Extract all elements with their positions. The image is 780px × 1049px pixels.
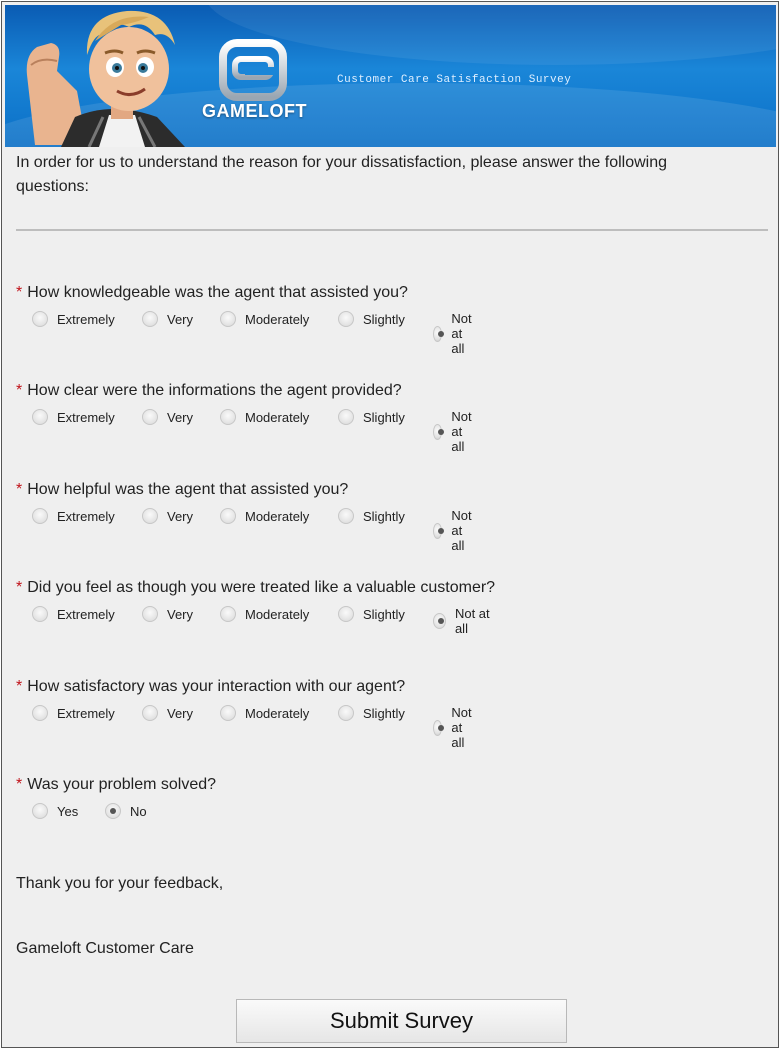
radio-button[interactable]: [142, 606, 158, 622]
option-moderately[interactable]: [220, 409, 309, 425]
question-text: How clear were the informations the agent provided?: [27, 382, 402, 399]
radio-button[interactable]: [220, 705, 236, 721]
option-label: Not at all: [451, 409, 472, 454]
option-extremely[interactable]: [32, 606, 115, 622]
option-moderately[interactable]: [220, 705, 309, 721]
radio-button[interactable]: [220, 311, 236, 327]
option-label: Extremely: [57, 606, 115, 622]
radio-button[interactable]: [338, 705, 354, 721]
required-asterisk: *: [16, 678, 23, 695]
question-label: [16, 284, 408, 302]
radio-button[interactable]: [32, 803, 48, 819]
option-extremely[interactable]: [32, 508, 115, 524]
option-slightly[interactable]: [338, 508, 405, 524]
question-knowledgeable: [16, 284, 472, 356]
radio-button[interactable]: [142, 705, 158, 721]
required-asterisk: *: [16, 382, 23, 399]
rating-options: [16, 705, 472, 750]
radio-button[interactable]: [32, 606, 48, 622]
thanks-text: Thank you for your feedback,: [16, 875, 224, 892]
option-label: Yes: [57, 803, 79, 819]
option-label: Not at all: [451, 508, 472, 553]
option-label: Moderately: [245, 409, 310, 425]
option-moderately[interactable]: [220, 311, 309, 327]
intro-text: In order for us to understand the reason for your dissatisfaction, please answer the following questions:: [16, 154, 668, 195]
radio-button[interactable]: [142, 409, 158, 425]
option-slightly[interactable]: [338, 705, 405, 721]
option-label: Slightly: [363, 705, 405, 721]
survey-page: [1, 1, 779, 1048]
question-text: How knowledgeable was the agent that assisted you?: [27, 284, 408, 301]
radio-button-selected[interactable]: [433, 613, 446, 629]
option-very[interactable]: [142, 606, 193, 622]
option-not-at-all[interactable]: [433, 409, 478, 454]
question-text: How helpful was the agent that assisted you?: [27, 481, 349, 498]
radio-button-selected[interactable]: [433, 720, 442, 736]
question-label: [16, 481, 348, 499]
option-label: Moderately: [245, 311, 310, 327]
option-moderately[interactable]: [220, 606, 309, 622]
option-moderately[interactable]: [220, 508, 309, 524]
option-label: Moderately: [245, 705, 310, 721]
option-label: Slightly: [363, 606, 405, 622]
radio-button[interactable]: [32, 409, 48, 425]
radio-button[interactable]: [142, 311, 158, 327]
radio-button[interactable]: [338, 508, 354, 524]
radio-button[interactable]: [338, 606, 354, 622]
rating-options: [16, 409, 472, 454]
radio-button[interactable]: [32, 705, 48, 721]
option-label: Very: [167, 705, 194, 721]
option-yes[interactable]: [32, 803, 78, 819]
option-label: Moderately: [245, 606, 310, 622]
header-banner: [5, 5, 776, 147]
required-asterisk: *: [16, 481, 23, 498]
radio-button[interactable]: [220, 409, 236, 425]
option-label: Not at all: [451, 705, 472, 750]
rating-options: [16, 311, 472, 356]
gameloft-logo-text: GAMELOFT: [202, 101, 307, 121]
option-label: Moderately: [245, 508, 310, 524]
option-very[interactable]: [142, 311, 193, 327]
radio-button-selected[interactable]: [433, 326, 442, 342]
radio-button-selected[interactable]: [105, 803, 121, 819]
option-extremely[interactable]: [32, 705, 115, 721]
mascot-illustration: [17, 5, 207, 147]
option-not-at-all[interactable]: [433, 311, 478, 356]
question-label: [16, 382, 402, 400]
option-label: Slightly: [363, 508, 405, 524]
divider: [16, 229, 768, 231]
option-label: No: [130, 803, 147, 819]
option-no[interactable]: [105, 803, 147, 819]
question-text: Was your problem solved?: [27, 776, 217, 793]
option-label: Extremely: [57, 508, 115, 524]
option-slightly[interactable]: [338, 311, 405, 327]
rating-options: [16, 606, 495, 636]
question-label: [16, 678, 405, 696]
option-label: Very: [167, 311, 194, 327]
option-label: Extremely: [57, 409, 115, 425]
option-label: Very: [167, 409, 194, 425]
question-text: How satisfactory was your interaction with our agent?: [27, 678, 406, 695]
radio-button[interactable]: [220, 508, 236, 524]
option-label: Extremely: [57, 311, 115, 327]
yes-no-options: [16, 803, 216, 825]
question-valuable-customer: [16, 579, 496, 636]
option-extremely[interactable]: [32, 409, 115, 425]
option-slightly[interactable]: [338, 409, 405, 425]
option-very[interactable]: [142, 705, 193, 721]
option-extremely[interactable]: [32, 311, 115, 327]
radio-button-selected[interactable]: [433, 523, 442, 539]
option-label: Not at all: [451, 311, 472, 356]
option-label: Very: [167, 508, 194, 524]
option-very[interactable]: [142, 409, 193, 425]
question-helpful: [16, 481, 472, 553]
option-slightly[interactable]: [338, 606, 405, 622]
option-label: Not at all: [454, 606, 490, 636]
gameloft-logo-icon: [201, 39, 305, 101]
question-problem-solved: [16, 776, 216, 825]
option-not-at-all[interactable]: [433, 606, 495, 636]
radio-button[interactable]: [338, 311, 354, 327]
question-label: [16, 579, 495, 597]
option-very[interactable]: [142, 508, 193, 524]
radio-button[interactable]: [142, 508, 158, 524]
survey-title: Customer Care Satisfaction Survey: [337, 74, 572, 86]
option-label: Extremely: [57, 705, 115, 721]
radio-button[interactable]: [338, 409, 354, 425]
option-not-at-all[interactable]: [433, 508, 478, 553]
option-label: Very: [167, 606, 194, 622]
signature-text: Gameloft Customer Care: [16, 940, 194, 957]
required-asterisk: *: [16, 284, 23, 301]
question-satisfactory: [16, 678, 472, 750]
required-asterisk: *: [16, 776, 23, 793]
radio-button[interactable]: [32, 311, 48, 327]
radio-button-selected[interactable]: [433, 424, 442, 440]
radio-button[interactable]: [32, 508, 48, 524]
option-label: Slightly: [363, 409, 405, 425]
option-not-at-all[interactable]: [433, 705, 478, 750]
radio-button[interactable]: [220, 606, 236, 622]
rating-options: [16, 508, 472, 553]
question-label: [16, 776, 216, 794]
required-asterisk: *: [16, 579, 23, 596]
submit-survey-button[interactable]: Submit Survey: [236, 999, 567, 1043]
question-clear: [16, 382, 472, 454]
question-text: Did you feel as though you were treated like a valuable customer?: [27, 579, 496, 596]
option-label: Slightly: [363, 311, 405, 327]
